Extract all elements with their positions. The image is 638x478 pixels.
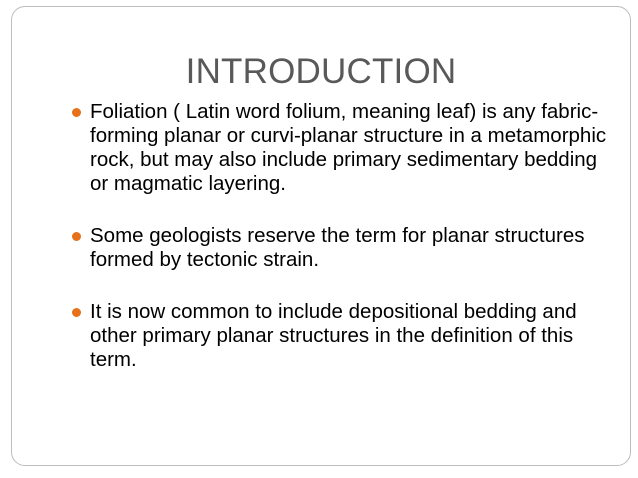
bullet-dot-icon	[72, 232, 81, 241]
bullet-dot-icon	[72, 108, 81, 117]
bullet-dot-icon	[72, 308, 81, 317]
bullet-text: It is now common to include depositional bedding and other primary planar structures in the definition of this term.	[90, 300, 577, 371]
bullet-text: Some geologists reserve the term for planar structures formed by tectonic strain.	[90, 224, 585, 271]
bullet-item-2	[72, 224, 612, 272]
bullet-item-3	[72, 300, 612, 372]
bullet-list	[72, 100, 612, 400]
slide-title: INTRODUCTION	[185, 52, 457, 91]
bullet-text: Foliation ( Latin word folium, meaning leaf) is any fabric-forming planar or curvi-planar structure in a metamorphic rock, but may also include primary sedimentary bedding or magmatic layering.	[90, 100, 607, 195]
bullet-item-1	[72, 100, 612, 196]
